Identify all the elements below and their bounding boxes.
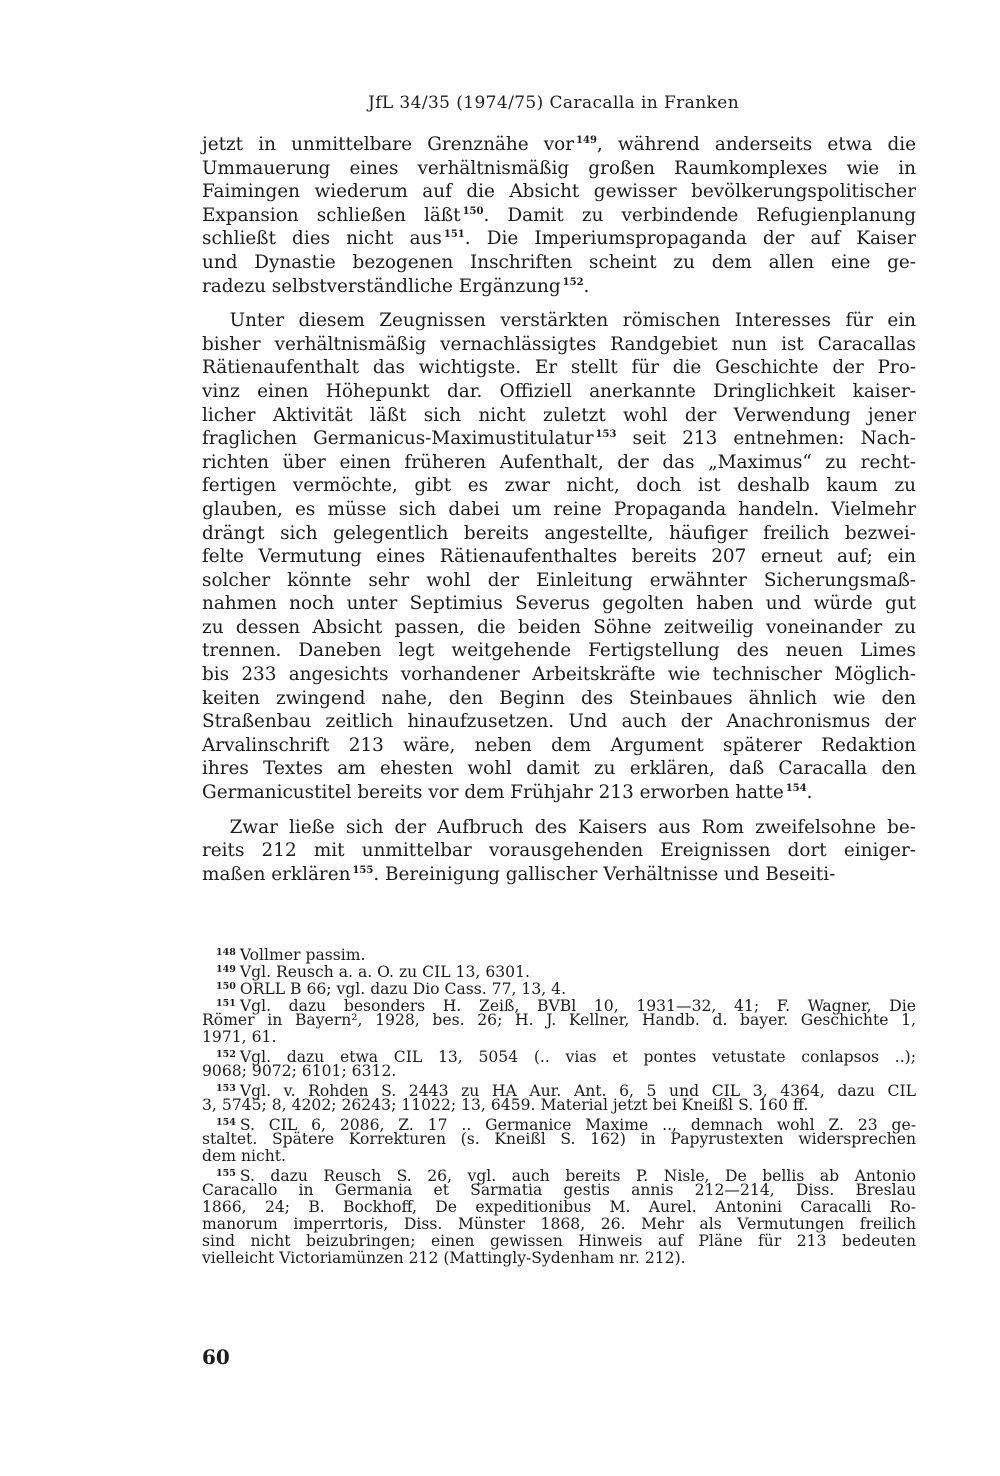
text-line — [202, 522, 916, 546]
main-text — [202, 133, 916, 886]
line-text: felte Vermutung eines Rätienaufenthaltes bereits 207 erneut auf; ein — [202, 546, 916, 568]
line-text: Faimingen wiederum auf die Absicht gewisser bevölkerungspolitischer — [202, 181, 916, 203]
footnote-line — [202, 1114, 916, 1134]
footnote-number: 148 — [216, 947, 236, 958]
footnote-line — [202, 1131, 916, 1148]
text-line — [202, 687, 916, 711]
footnote-text: vielleicht Victoriamünzen 212 (Mattingly-Sydenham nr. 212). — [202, 1249, 686, 1267]
line-text: solcher könnte sehr wohl der Einleitung erwähnter Sicherungsmaß- — [202, 569, 916, 591]
footnote-number: 151 — [216, 998, 236, 1009]
footnote-text: 1866, 24; B. Bockhoff, De expeditionibus M. Aurel. Antonini Caracalli Ro- — [202, 1198, 916, 1216]
footnote-number: 150 — [216, 981, 236, 992]
line-text: zu dessen Absicht passen, die beiden Söhne zeitweilig voneinander zu — [202, 616, 916, 638]
text-line — [202, 498, 916, 522]
text-line — [202, 616, 916, 640]
text-line — [202, 404, 916, 428]
line-text: drängt sich gelegentlich bereits angestellte, häufiger freilich bezwei- — [202, 522, 916, 544]
line-text: Expansion schließen läßt — [202, 204, 461, 226]
text-line — [202, 474, 916, 498]
footnote-line — [202, 1182, 916, 1199]
text-line — [202, 133, 916, 157]
footnote-line — [202, 1148, 916, 1165]
line-text: bis 233 angesichts vorhandener Arbeitskräfte wie technischer Möglich- — [202, 664, 916, 686]
line-text: Rätienaufenthalt das wichtigste. Er stellt für die Geschichte der Pro- — [202, 357, 916, 379]
line-text: Germanicustitel bereits vor dem Frühjahr 213 erworben hatte — [202, 782, 784, 804]
footnote-ref[interactable]: 153 — [595, 429, 617, 441]
line-text: Unter diesem Zeugnissen verstärkten römischen Interesses für ein — [202, 310, 916, 332]
line-text: fertigen vermöchte, gibt es zwar nicht, doch ist deshalb kaum zu — [202, 475, 916, 497]
footnote-line — [202, 944, 916, 964]
footnote-line — [202, 1250, 916, 1267]
footnote-number: 154 — [216, 1117, 236, 1128]
footnote — [202, 1114, 916, 1165]
footnote-line — [202, 978, 916, 998]
text-line — [202, 275, 916, 299]
text-line — [202, 569, 916, 593]
text-line — [202, 545, 916, 569]
paragraph — [202, 816, 916, 887]
footnote-line — [202, 961, 916, 981]
footnote-line — [202, 995, 916, 1015]
text-line — [202, 781, 916, 805]
footnote-number: 155 — [216, 1168, 236, 1179]
footnote — [202, 1046, 916, 1080]
footnote-text: Caracallo in Germania et Sarmatia gestis annis 212—214, Diss. Breslau — [202, 1181, 916, 1199]
footnote-line — [202, 1199, 916, 1216]
footnote-number: 152 — [216, 1049, 236, 1060]
line-text-tail: . Bereinigung gallischer Verhältnisse und Beseiti- — [373, 863, 836, 885]
line-text: reits 212 mit unmittelbar vorausgehenden Ereignissen dort einiger- — [202, 840, 916, 862]
footnote — [202, 944, 916, 964]
footnote-ref[interactable]: 150 — [462, 205, 484, 217]
line-text: und Dynastie bezogenen Inschriften scheint zu dem allen eine ge- — [202, 251, 916, 273]
footnote-text: S. dazu Reusch S. 26, vgl. auch bereits P. Nisle, De bellis ab Antonio — [239, 1167, 916, 1185]
line-text-tail: . Damit zu verbindende Refugienplanung — [483, 204, 916, 226]
text-line — [202, 451, 916, 475]
footnote-line — [202, 1046, 916, 1066]
footnote-ref[interactable]: 151 — [443, 229, 465, 241]
line-text: bisher verhältnismäßig vernachlässigtes Randgebiet nun ist Caracallas — [202, 333, 916, 355]
footnote-text: Vgl. dazu etwa CIL 13, 5054 (.. vias et pontes vetustate conlapsos ..); — [239, 1048, 916, 1066]
footnote-text: dem nicht. — [202, 1147, 286, 1165]
line-text-tail: . — [806, 782, 813, 804]
line-text: nahmen noch unter Septimius Severus gegolten haben und würde gut — [202, 593, 916, 615]
footnote-text: sind nicht beizubringen; einen gewissen Hinweis auf Pläne für 213 bedeuten — [202, 1232, 916, 1250]
text-line — [202, 592, 916, 616]
paragraph-gap — [202, 298, 916, 309]
footnote-line — [202, 1029, 916, 1046]
text-line — [202, 309, 916, 333]
line-text: radezu selbstverständliche Ergänzung — [202, 275, 561, 297]
footnote — [202, 1080, 916, 1114]
footnote-ref[interactable]: 154 — [785, 783, 807, 795]
text-line — [202, 710, 916, 734]
line-text: Arvalinschrift 213 wäre, neben dem Argument späterer Redaktion — [202, 734, 916, 756]
footnote-line — [202, 1165, 916, 1185]
footnote-line — [202, 1012, 916, 1029]
paragraph — [202, 309, 916, 804]
footnote-text: 9068; 9072; 6101; 6312. — [202, 1062, 397, 1080]
footnote — [202, 995, 916, 1046]
line-text: maßen erklären — [202, 863, 351, 885]
line-text: Straßenbau zeitlich hinaufzusetzen. Und auch der Anachronismus der — [202, 711, 916, 733]
footnotes — [202, 944, 916, 1267]
text-line — [202, 157, 916, 181]
paragraph — [202, 133, 916, 298]
footnote-number: 153 — [216, 1083, 236, 1094]
page-number: 60 — [202, 1345, 230, 1369]
footnote-text: Vgl. v. Rohden S. 2443 zu HA Aur. Ant. 6, 5 und CIL 3, 4364, dazu CIL — [239, 1082, 916, 1100]
text-line — [202, 427, 916, 451]
footnote — [202, 961, 916, 981]
footnote-line — [202, 1216, 916, 1233]
text-line — [202, 734, 916, 758]
line-text: richten über einen früheren Aufenthalt, der das „Maximus“ zu recht- — [202, 451, 916, 473]
line-text: jetzt in unmittelbare Grenznähe vor — [202, 134, 575, 155]
footnote-text: ORLL B 66; vgl. dazu Dio Cass. 77, 13, 4. — [239, 980, 567, 998]
footnote-text: Vollmer passim. — [239, 946, 366, 964]
footnote-text: S. CIL 6, 2086, Z. 17 .. Germanice Maxime .., demnach wohl Z. 23 ge- — [239, 1116, 916, 1134]
text-line — [202, 663, 916, 687]
line-text: licher Aktivität läßt sich nicht zuletzt wohl der Verwendung jener — [202, 404, 916, 426]
footnote-line — [202, 1080, 916, 1100]
line-text: fraglichen Germanicus-Maximustitulatur — [202, 428, 594, 450]
line-text: keiten zwingend nahe, den Beginn des Steinbaues ähnlich wie den — [202, 687, 916, 709]
line-text-tail: . Die Imperiumspropaganda der auf Kaiser — [464, 228, 916, 250]
footnote-number: 149 — [216, 964, 236, 975]
footnote — [202, 1165, 916, 1267]
line-text-tail: , während anderseits etwa die — [596, 134, 916, 155]
footnote-ref[interactable]: 149 — [576, 135, 597, 146]
line-text-tail: . — [583, 275, 590, 297]
text-line — [202, 757, 916, 781]
text-line — [202, 639, 916, 663]
line-text: Ummauerung eines verhältnismäßig großen Raumkomplexes wie in — [202, 157, 916, 179]
running-header: JfL 34/35 (1974/75) Caracalla in Franken — [368, 93, 740, 113]
footnote — [202, 978, 916, 998]
text-line — [202, 380, 916, 404]
line-text: Zwar ließe sich der Aufbruch des Kaisers aus Rom zweifelsohne be- — [202, 816, 916, 838]
line-text: schließt dies nicht aus — [202, 228, 442, 250]
text-line — [202, 356, 916, 380]
footnote-text: 1971, 61. — [202, 1028, 277, 1046]
paragraph-gap — [202, 805, 916, 816]
footnote-ref[interactable]: 152 — [562, 276, 584, 288]
footnote-text: Römer in Bayern², 1928, bes. 26; H. J. Kellner, Handb. d. bayer. Geschichte 1, — [202, 1011, 916, 1029]
footnote-text: manorum imperrtoris, Diss. Münster 1868, 26. Mehr als Vermutungen freilich — [202, 1215, 916, 1233]
line-text-tail: seit 213 entnehmen: Nach- — [616, 428, 917, 450]
text-line — [202, 839, 916, 863]
footnote-text: staltet. Spätere Korrekturen (s. Kneißl S. 162) in Papyrustexten widersprechen — [202, 1130, 916, 1148]
text-line — [202, 251, 916, 275]
text-line — [202, 227, 916, 251]
text-line — [202, 816, 916, 840]
line-text: vinz einen Höhepunkt dar. Offiziell anerkannte Dringlichkeit kaiser- — [202, 380, 916, 402]
line-text: glauben, es müsse sich dabei um reine Propaganda handeln. Vielmehr — [202, 498, 916, 520]
text-line — [202, 333, 916, 357]
text-line — [202, 204, 916, 228]
footnote-text: 3, 5745; 8, 4202; 26243; 11022; 13, 6459. Material jetzt bei Kneißl S. 160 ff. — [202, 1096, 809, 1114]
footnote-text: Vgl. Reusch a. a. O. zu CIL 13, 6301. — [239, 963, 530, 981]
line-text: ihres Textes am ehesten wohl damit zu erklären, daß Caracalla den — [202, 758, 916, 780]
footnote-text: Vgl. dazu besonders H. Zeiß, BVBl 10, 1931—32, 41; F. Wagner, Die — [239, 997, 916, 1015]
line-text: trennen. Daneben legt weitgehende Fertigstellung des neuen Limes — [202, 640, 916, 662]
text-line — [202, 863, 916, 887]
footnote-ref[interactable]: 155 — [352, 864, 374, 876]
text-line — [202, 180, 916, 204]
footnote-line — [202, 1233, 916, 1250]
